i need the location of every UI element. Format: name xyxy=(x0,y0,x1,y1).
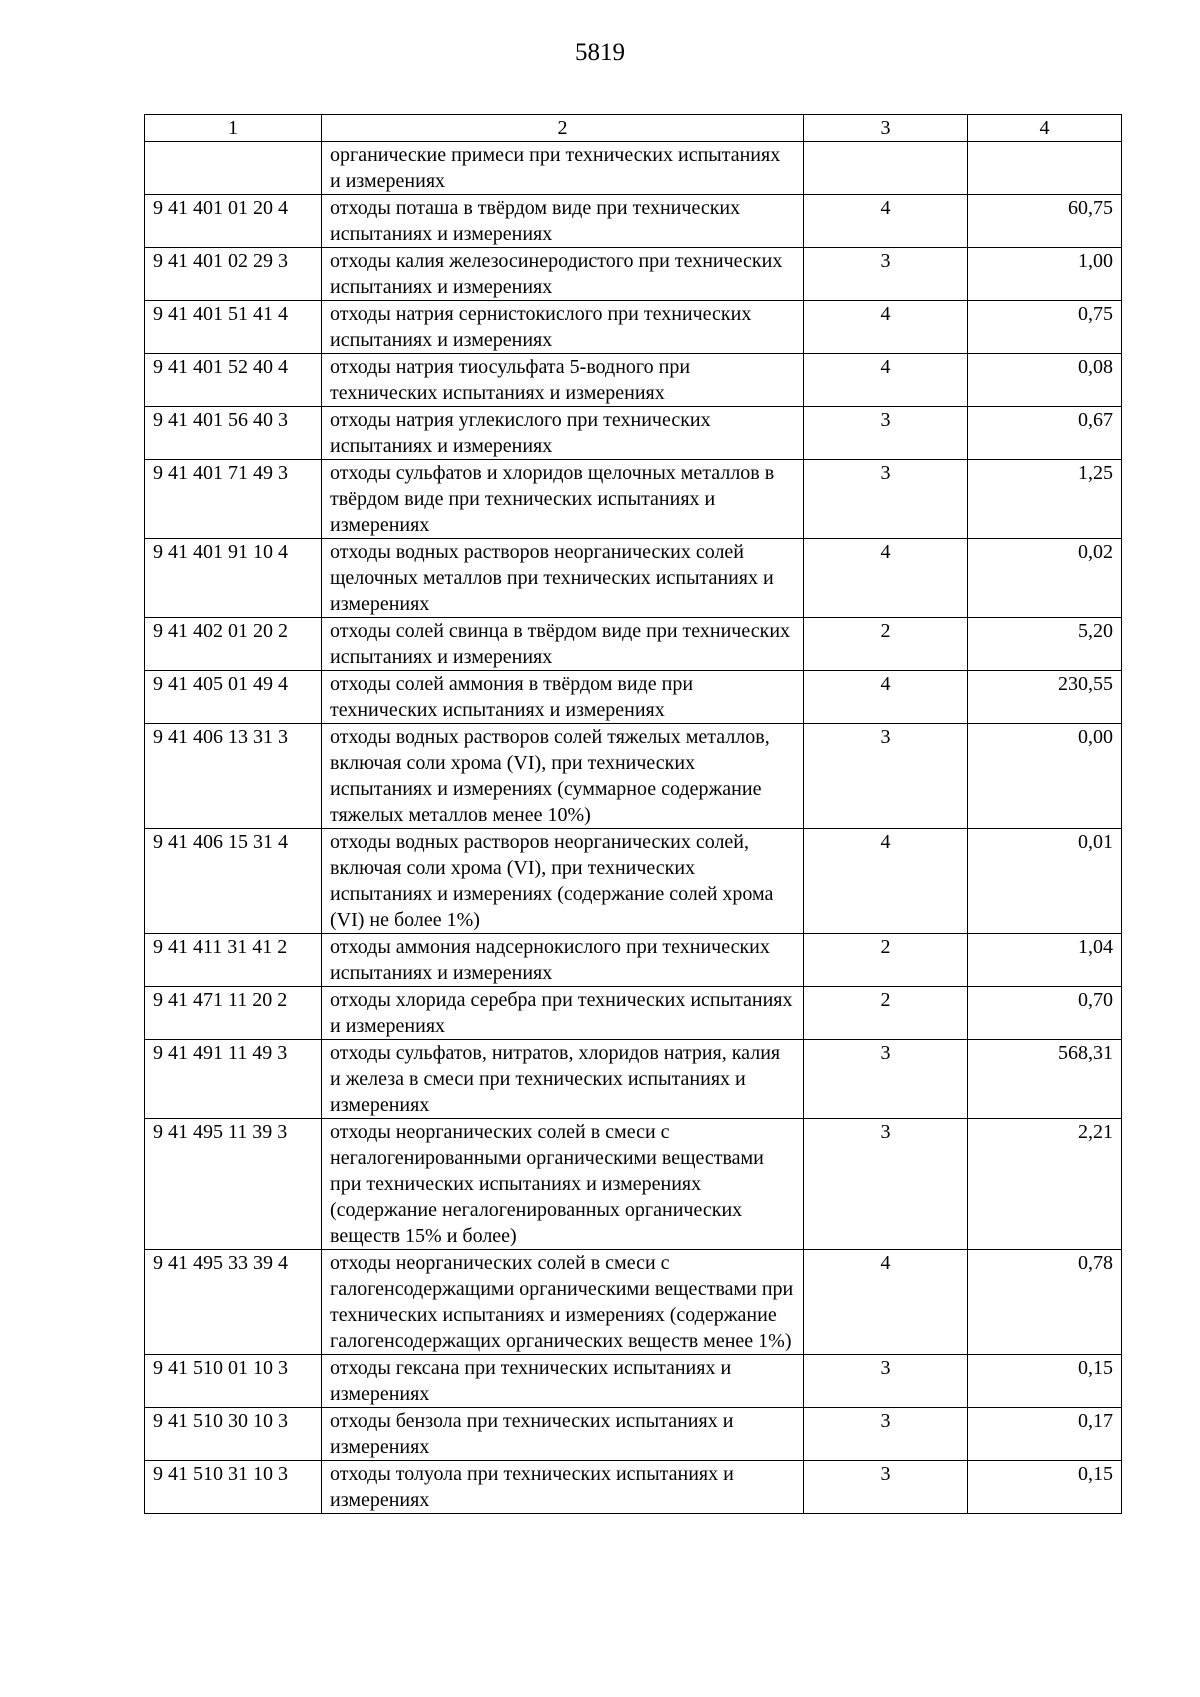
hazard-class-cell xyxy=(804,142,968,195)
value-cell: 0,67 xyxy=(968,407,1122,460)
waste-code-cell: 9 41 405 01 49 4 xyxy=(145,671,322,724)
table-row xyxy=(145,354,1122,407)
value-cell: 1,04 xyxy=(968,934,1122,987)
value-cell: 0,00 xyxy=(968,724,1122,829)
hazard-class-cell: 3 xyxy=(804,248,968,301)
value-cell: 0,75 xyxy=(968,301,1122,354)
hazard-class-cell: 3 xyxy=(804,1040,968,1119)
header-row xyxy=(145,115,1122,142)
header-col-4: 4 xyxy=(968,115,1122,142)
value-cell: 0,17 xyxy=(968,1408,1122,1461)
value-cell: 230,55 xyxy=(968,671,1122,724)
table-row xyxy=(145,987,1122,1040)
waste-code-cell xyxy=(145,142,322,195)
waste-code-cell: 9 41 510 31 10 3 xyxy=(145,1461,322,1514)
table-row xyxy=(145,1250,1122,1355)
waste-name-cell: отходы хлорида серебра при технических испытаниях и измерениях xyxy=(322,987,804,1040)
hazard-class-cell: 3 xyxy=(804,1355,968,1408)
waste-name-cell: отходы неорганических солей в смеси с галогенсодержащими органическими веществами при технических испытаниях и измерениях (содержание галогенсодержащих органических веществ менее 1%) xyxy=(322,1250,804,1355)
waste-name-cell: отходы водных растворов солей тяжелых металлов, включая соли хрома (VI), при технических испытаниях и измерениях (суммарное содержание тяжелых металлов менее 10%) xyxy=(322,724,804,829)
header-col-1: 1 xyxy=(145,115,322,142)
value-cell: 568,31 xyxy=(968,1040,1122,1119)
hazard-class-cell: 3 xyxy=(804,407,968,460)
waste-name-cell: отходы сульфатов, нитратов, хлоридов натрия, калия и железа в смеси при технических испытаниях и измерениях xyxy=(322,1040,804,1119)
waste-code-cell: 9 41 510 30 10 3 xyxy=(145,1408,322,1461)
hazard-class-cell: 3 xyxy=(804,724,968,829)
waste-name-cell: отходы натрия сернистокислого при технических испытаниях и измерениях xyxy=(322,301,804,354)
hazard-class-cell: 2 xyxy=(804,618,968,671)
table-row xyxy=(145,539,1122,618)
hazard-class-cell: 3 xyxy=(804,1119,968,1250)
waste-code-cell: 9 41 406 13 31 3 xyxy=(145,724,322,829)
waste-name-cell: отходы натрия углекислого при технических испытаниях и измерениях xyxy=(322,407,804,460)
table-row xyxy=(145,142,1122,195)
waste-table xyxy=(144,114,1122,1514)
value-cell: 0,02 xyxy=(968,539,1122,618)
waste-code-cell: 9 41 495 33 39 4 xyxy=(145,1250,322,1355)
page-number: 5819 xyxy=(575,39,625,66)
value-cell: 5,20 xyxy=(968,618,1122,671)
table-body xyxy=(145,142,1122,1514)
waste-name-cell: отходы калия железосинеродистого при технических испытаниях и измерениях xyxy=(322,248,804,301)
waste-name-cell: отходы неорганических солей в смеси с негалогенированными органическими веществами при технических испытаниях и измерениях (содержание негалогенированных органических веществ 15% и более) xyxy=(322,1119,804,1250)
waste-name-cell: отходы солей свинца в твёрдом виде при технических испытаниях и измерениях xyxy=(322,618,804,671)
waste-name-cell: отходы сульфатов и хлоридов щелочных металлов в твёрдом виде при технических испытаниях и измерениях xyxy=(322,460,804,539)
waste-name-cell: отходы водных растворов неорганических солей, включая соли хрома (VI), при технических испытаниях и измерениях (содержание солей хрома (VI) не более 1%) xyxy=(322,829,804,934)
hazard-class-cell: 2 xyxy=(804,987,968,1040)
hazard-class-cell: 4 xyxy=(804,1250,968,1355)
hazard-class-cell: 4 xyxy=(804,829,968,934)
waste-code-cell: 9 41 402 01 20 2 xyxy=(145,618,322,671)
table-row xyxy=(145,1119,1122,1250)
table-row xyxy=(145,671,1122,724)
waste-code-cell: 9 41 491 11 49 3 xyxy=(145,1040,322,1119)
value-cell: 0,78 xyxy=(968,1250,1122,1355)
table-row xyxy=(145,934,1122,987)
value-cell: 0,70 xyxy=(968,987,1122,1040)
hazard-class-cell: 4 xyxy=(804,301,968,354)
waste-name-cell: отходы гексана при технических испытаниях и измерениях xyxy=(322,1355,804,1408)
value-cell: 1,00 xyxy=(968,248,1122,301)
waste-code-cell: 9 41 401 51 41 4 xyxy=(145,301,322,354)
table-row xyxy=(145,1461,1122,1514)
waste-name-cell: отходы натрия тиосульфата 5-водного при технических испытаниях и измерениях xyxy=(322,354,804,407)
waste-code-cell: 9 41 401 71 49 3 xyxy=(145,460,322,539)
waste-name-cell: отходы водных растворов неорганических солей щелочных металлов при технических испытаниях и измерениях xyxy=(322,539,804,618)
hazard-class-cell: 3 xyxy=(804,460,968,539)
hazard-class-cell: 4 xyxy=(804,671,968,724)
waste-code-cell: 9 41 401 02 29 3 xyxy=(145,248,322,301)
value-cell: 0,15 xyxy=(968,1355,1122,1408)
header-col-2: 2 xyxy=(322,115,804,142)
waste-code-cell: 9 41 471 11 20 2 xyxy=(145,987,322,1040)
waste-name-cell: отходы толуола при технических испытаниях и измерениях xyxy=(322,1461,804,1514)
waste-code-cell: 9 41 401 01 20 4 xyxy=(145,195,322,248)
table-row xyxy=(145,1355,1122,1408)
value-cell: 2,21 xyxy=(968,1119,1122,1250)
table-header xyxy=(145,115,1122,142)
value-cell: 0,01 xyxy=(968,829,1122,934)
hazard-class-cell: 3 xyxy=(804,1461,968,1514)
table-row xyxy=(145,460,1122,539)
waste-name-cell: отходы аммония надсернокислого при технических испытаниях и измерениях xyxy=(322,934,804,987)
hazard-class-cell: 2 xyxy=(804,934,968,987)
value-cell: 1,25 xyxy=(968,460,1122,539)
table-row xyxy=(145,724,1122,829)
hazard-class-cell: 4 xyxy=(804,539,968,618)
table-row xyxy=(145,1408,1122,1461)
header-col-3: 3 xyxy=(804,115,968,142)
hazard-class-cell: 3 xyxy=(804,1408,968,1461)
table-row xyxy=(145,618,1122,671)
value-cell: 0,08 xyxy=(968,354,1122,407)
waste-code-cell: 9 41 401 91 10 4 xyxy=(145,539,322,618)
waste-code-cell: 9 41 510 01 10 3 xyxy=(145,1355,322,1408)
hazard-class-cell: 4 xyxy=(804,354,968,407)
waste-name-cell: отходы поташа в твёрдом виде при технических испытаниях и измерениях xyxy=(322,195,804,248)
waste-code-cell: 9 41 406 15 31 4 xyxy=(145,829,322,934)
table-row xyxy=(145,301,1122,354)
table-row xyxy=(145,829,1122,934)
waste-code-cell: 9 41 401 56 40 3 xyxy=(145,407,322,460)
waste-code-cell: 9 41 495 11 39 3 xyxy=(145,1119,322,1250)
table-row xyxy=(145,248,1122,301)
table-row xyxy=(145,1040,1122,1119)
waste-code-cell: 9 41 411 31 41 2 xyxy=(145,934,322,987)
waste-name-cell: органические примеси при технических испытаниях и измерениях xyxy=(322,142,804,195)
waste-name-cell: отходы бензола при технических испытаниях и измерениях xyxy=(322,1408,804,1461)
table-row xyxy=(145,407,1122,460)
value-cell: 0,15 xyxy=(968,1461,1122,1514)
value-cell xyxy=(968,142,1122,195)
waste-code-cell: 9 41 401 52 40 4 xyxy=(145,354,322,407)
table-row xyxy=(145,195,1122,248)
hazard-class-cell: 4 xyxy=(804,195,968,248)
waste-name-cell: отходы солей аммония в твёрдом виде при технических испытаниях и измерениях xyxy=(322,671,804,724)
value-cell: 60,75 xyxy=(968,195,1122,248)
